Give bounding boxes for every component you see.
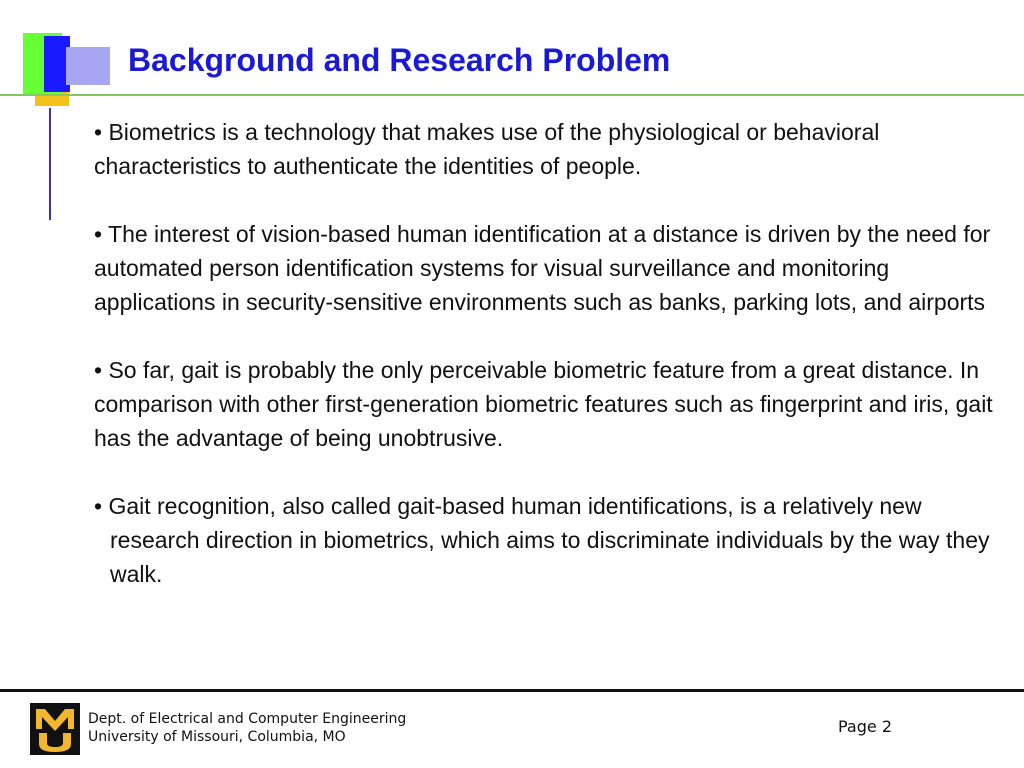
footer-department-line1: Dept. of Electrical and Computer Engineering (88, 711, 407, 727)
bullet-vision-identification: • The interest of vision-based human identification at a distance is driven by the need for automated person identification systems for visual surveillance and monitoring applications in security-sensitive environments such as banks, parking lots, and airports (94, 221, 991, 315)
footer-department (88, 710, 406, 746)
page-number: Page 2 (838, 717, 892, 736)
bullet-gait-distance: • So far, gait is probably the only perceivable biometric feature from a great distance. In comparison with other first-generation biometric features such as fingerprint and iris, gait has the advantage of being unobtrusive. (94, 357, 993, 451)
bullet-biometrics: • Biometrics is a technology that makes use of the physiological or behavioral characteristics to authenticate the identities of people. (94, 119, 880, 179)
title-divider-line (0, 94, 1024, 96)
footer-divider-line (0, 689, 1024, 692)
slide-title: Background and Research Problem (128, 42, 671, 78)
university-logo (30, 703, 80, 755)
bullet-gait-recognition: • Gait recognition, also called gait-based human identifications, is a relatively new research direction in biometrics, which aims to discriminate individuals by the way they walk. (94, 493, 990, 587)
decorative-square-lavender (66, 47, 110, 85)
decorative-vertical-line (49, 108, 51, 220)
slide-content (94, 115, 994, 625)
mu-logo-icon (30, 703, 80, 755)
footer-department-line2: University of Missouri, Columbia, MO (88, 729, 346, 745)
